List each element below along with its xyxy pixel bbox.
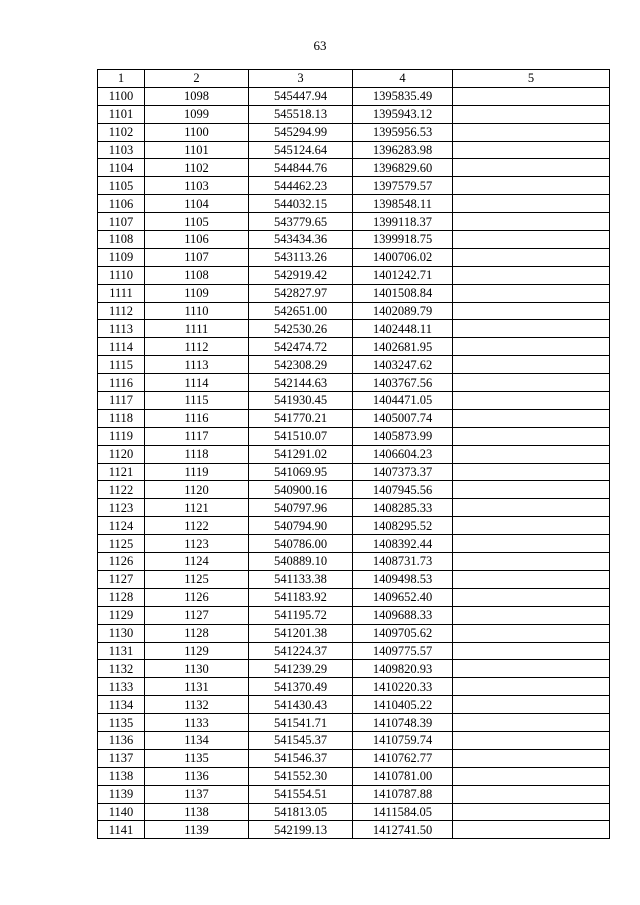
table-cell-col-5	[453, 302, 610, 320]
table-cell-col-5	[453, 642, 610, 660]
table-cell-col-2: 1100	[145, 123, 249, 141]
table-cell-col-5	[453, 588, 610, 606]
table-cell-col-3: 544462.23	[249, 177, 353, 195]
table-cell-col-4: 1409688.33	[353, 606, 453, 624]
table-cell-col-3: 540900.16	[249, 481, 353, 499]
table-cell-col-3: 541069.95	[249, 463, 353, 481]
table-cell-col-1: 1112	[98, 302, 145, 320]
table-cell-col-4: 1401508.84	[353, 284, 453, 302]
table-cell-col-4: 1407373.37	[353, 463, 453, 481]
table-cell-col-1: 1107	[98, 213, 145, 231]
table-cell-col-5	[453, 481, 610, 499]
table-cell-col-3: 543779.65	[249, 213, 353, 231]
table-cell-col-2: 1132	[145, 696, 249, 714]
table-row	[98, 749, 610, 767]
table-cell-col-4: 1395956.53	[353, 123, 453, 141]
table-body	[98, 87, 610, 838]
table-cell-col-4: 1404471.05	[353, 392, 453, 410]
table-cell-col-1: 1139	[98, 785, 145, 803]
table-cell-col-1: 1103	[98, 141, 145, 159]
table-cell-col-1: 1126	[98, 553, 145, 571]
table-row	[98, 266, 610, 284]
table-row	[98, 803, 610, 821]
table-cell-col-1: 1122	[98, 481, 145, 499]
table-row	[98, 409, 610, 427]
table-cell-col-5	[453, 731, 610, 749]
table-cell-col-2: 1116	[145, 409, 249, 427]
table-row	[98, 570, 610, 588]
table-cell-col-1: 1116	[98, 374, 145, 392]
table-cell-col-3: 541541.71	[249, 714, 353, 732]
table-cell-col-5	[453, 195, 610, 213]
table-cell-col-3: 541554.51	[249, 785, 353, 803]
table-cell-col-3: 541545.37	[249, 731, 353, 749]
table-cell-col-4: 1408731.73	[353, 553, 453, 571]
table-row	[98, 767, 610, 785]
table-cell-col-1: 1138	[98, 767, 145, 785]
table-cell-col-4: 1410405.22	[353, 696, 453, 714]
table-row	[98, 374, 610, 392]
column-header-1: 1	[98, 70, 145, 88]
table-cell-col-4: 1405873.99	[353, 427, 453, 445]
table-cell-col-4: 1402681.95	[353, 338, 453, 356]
table-row	[98, 731, 610, 749]
table-cell-col-1: 1108	[98, 231, 145, 249]
table-cell-col-4: 1398548.11	[353, 195, 453, 213]
table-cell-col-1: 1125	[98, 535, 145, 553]
table-cell-col-1: 1113	[98, 320, 145, 338]
table-cell-col-1: 1100	[98, 87, 145, 105]
table-cell-col-4: 1408392.44	[353, 535, 453, 553]
table-cell-col-4: 1400706.02	[353, 248, 453, 266]
table-cell-col-2: 1122	[145, 517, 249, 535]
table-cell-col-2: 1102	[145, 159, 249, 177]
table-cell-col-3: 540889.10	[249, 553, 353, 571]
table-cell-col-4: 1406604.23	[353, 445, 453, 463]
table-cell-col-4: 1412741.50	[353, 821, 453, 839]
table-cell-col-2: 1119	[145, 463, 249, 481]
table-cell-col-5	[453, 123, 610, 141]
table-cell-col-2: 1113	[145, 356, 249, 374]
table-cell-col-3: 541510.07	[249, 427, 353, 445]
table-cell-col-4: 1409820.93	[353, 660, 453, 678]
table-row	[98, 213, 610, 231]
table-cell-col-4: 1403767.56	[353, 374, 453, 392]
table-cell-col-2: 1112	[145, 338, 249, 356]
table-cell-col-4: 1395943.12	[353, 105, 453, 123]
table-cell-col-2: 1133	[145, 714, 249, 732]
table-cell-col-4: 1411584.05	[353, 803, 453, 821]
table-cell-col-5	[453, 463, 610, 481]
table-row	[98, 660, 610, 678]
table-cell-col-3: 542919.42	[249, 266, 353, 284]
table-cell-col-3: 541370.49	[249, 678, 353, 696]
table-cell-col-2: 1126	[145, 588, 249, 606]
table-cell-col-1: 1128	[98, 588, 145, 606]
table-row	[98, 231, 610, 249]
table-cell-col-4: 1408295.52	[353, 517, 453, 535]
table-cell-col-4: 1402089.79	[353, 302, 453, 320]
table-cell-col-1: 1111	[98, 284, 145, 302]
column-header-4: 4	[353, 70, 453, 88]
table-cell-col-2: 1101	[145, 141, 249, 159]
column-header-2: 2	[145, 70, 249, 88]
table-cell-col-2: 1123	[145, 535, 249, 553]
table-cell-col-5	[453, 535, 610, 553]
table-cell-col-5	[453, 141, 610, 159]
table-row	[98, 338, 610, 356]
table-cell-col-2: 1105	[145, 213, 249, 231]
table-cell-col-4: 1409775.57	[353, 642, 453, 660]
table-cell-col-3: 540786.00	[249, 535, 353, 553]
table-cell-col-3: 541546.37	[249, 749, 353, 767]
table-cell-col-2: 1106	[145, 231, 249, 249]
table-cell-col-3: 541930.45	[249, 392, 353, 410]
table-row	[98, 821, 610, 839]
table-row	[98, 141, 610, 159]
table-cell-col-1: 1114	[98, 338, 145, 356]
table-cell-col-3: 545518.13	[249, 105, 353, 123]
table-row	[98, 427, 610, 445]
table-cell-col-3: 544032.15	[249, 195, 353, 213]
table-cell-col-5	[453, 427, 610, 445]
table-row	[98, 678, 610, 696]
table-cell-col-2: 1135	[145, 749, 249, 767]
table-row	[98, 87, 610, 105]
table-row	[98, 642, 610, 660]
table-cell-col-3: 541195.72	[249, 606, 353, 624]
table-row	[98, 302, 610, 320]
table-row	[98, 714, 610, 732]
table-cell-col-3: 541133.38	[249, 570, 353, 588]
table-cell-col-4: 1410759.74	[353, 731, 453, 749]
table-cell-col-1: 1133	[98, 678, 145, 696]
coordinates-table	[97, 69, 610, 839]
table-cell-col-5	[453, 87, 610, 105]
table-cell-col-2: 1103	[145, 177, 249, 195]
table-cell-col-5	[453, 499, 610, 517]
table-cell-col-3: 541770.21	[249, 409, 353, 427]
table-cell-col-2: 1130	[145, 660, 249, 678]
table-row	[98, 195, 610, 213]
table-cell-col-3: 545447.94	[249, 87, 353, 105]
table-cell-col-2: 1129	[145, 642, 249, 660]
table-cell-col-3: 542651.00	[249, 302, 353, 320]
table-cell-col-5	[453, 356, 610, 374]
table-cell-col-3: 541813.05	[249, 803, 353, 821]
table-row	[98, 588, 610, 606]
table-cell-col-5	[453, 177, 610, 195]
table-row	[98, 785, 610, 803]
table-row	[98, 177, 610, 195]
table-cell-col-4: 1402448.11	[353, 320, 453, 338]
table-cell-col-4: 1409652.40	[353, 588, 453, 606]
table-cell-col-5	[453, 374, 610, 392]
table-cell-col-3: 543434.36	[249, 231, 353, 249]
table-cell-col-5	[453, 409, 610, 427]
table-cell-col-3: 543113.26	[249, 248, 353, 266]
table-cell-col-4: 1396829.60	[353, 159, 453, 177]
table-row	[98, 517, 610, 535]
table-cell-col-5	[453, 767, 610, 785]
table-row	[98, 284, 610, 302]
table-cell-col-3: 540794.90	[249, 517, 353, 535]
page-number: 63	[313, 38, 327, 53]
table-cell-col-5	[453, 803, 610, 821]
table-cell-col-1: 1127	[98, 570, 145, 588]
table-row	[98, 553, 610, 571]
table-cell-col-3: 542530.26	[249, 320, 353, 338]
table-cell-col-1: 1129	[98, 606, 145, 624]
table-cell-col-4: 1410781.00	[353, 767, 453, 785]
table-cell-col-5	[453, 624, 610, 642]
table-row	[98, 624, 610, 642]
table-cell-col-4: 1408285.33	[353, 499, 453, 517]
table-row	[98, 248, 610, 266]
table-cell-col-4: 1410787.88	[353, 785, 453, 803]
table-cell-col-5	[453, 570, 610, 588]
table-row	[98, 320, 610, 338]
table-cell-col-1: 1136	[98, 731, 145, 749]
table-cell-col-1: 1123	[98, 499, 145, 517]
column-header-5: 5	[453, 70, 610, 88]
table-cell-col-4: 1409705.62	[353, 624, 453, 642]
table-cell-col-1: 1117	[98, 392, 145, 410]
table-cell-col-5	[453, 517, 610, 535]
table-cell-col-2: 1128	[145, 624, 249, 642]
table-cell-col-4: 1399118.37	[353, 213, 453, 231]
table-cell-col-5	[453, 320, 610, 338]
table-cell-col-5	[453, 213, 610, 231]
table-cell-col-5	[453, 821, 610, 839]
table-cell-col-3: 545294.99	[249, 123, 353, 141]
table-cell-col-4: 1403247.62	[353, 356, 453, 374]
table-cell-col-3: 541291.02	[249, 445, 353, 463]
table-cell-col-5	[453, 785, 610, 803]
table-row	[98, 445, 610, 463]
table-cell-col-1: 1141	[98, 821, 145, 839]
table-cell-col-3: 541552.30	[249, 767, 353, 785]
table-cell-col-3: 541239.29	[249, 660, 353, 678]
table-cell-col-2: 1104	[145, 195, 249, 213]
table-row	[98, 356, 610, 374]
table-cell-col-3: 545124.64	[249, 141, 353, 159]
table-cell-col-1: 1110	[98, 266, 145, 284]
table-cell-col-1: 1120	[98, 445, 145, 463]
table-cell-col-1: 1115	[98, 356, 145, 374]
table-cell-col-2: 1114	[145, 374, 249, 392]
table-row	[98, 696, 610, 714]
table-cell-col-4: 1409498.53	[353, 570, 453, 588]
table-cell-col-3: 540797.96	[249, 499, 353, 517]
table-cell-col-1: 1105	[98, 177, 145, 195]
table-cell-col-2: 1117	[145, 427, 249, 445]
table-cell-col-3: 541183.92	[249, 588, 353, 606]
table-cell-col-2: 1139	[145, 821, 249, 839]
table-cell-col-5	[453, 284, 610, 302]
table-row	[98, 481, 610, 499]
table-cell-col-4: 1410762.77	[353, 749, 453, 767]
table-cell-col-2: 1118	[145, 445, 249, 463]
table-cell-col-2: 1110	[145, 302, 249, 320]
table-cell-col-5	[453, 159, 610, 177]
table-cell-col-3: 542308.29	[249, 356, 353, 374]
table-cell-col-1: 1140	[98, 803, 145, 821]
table-cell-col-2: 1138	[145, 803, 249, 821]
table-cell-col-5	[453, 392, 610, 410]
table-cell-col-2: 1115	[145, 392, 249, 410]
table-cell-col-4: 1395835.49	[353, 87, 453, 105]
table-cell-col-5	[453, 696, 610, 714]
table-cell-col-5	[453, 105, 610, 123]
table-row	[98, 499, 610, 517]
table-cell-col-2: 1127	[145, 606, 249, 624]
table-row	[98, 159, 610, 177]
table-cell-col-3: 542144.63	[249, 374, 353, 392]
table-cell-col-1: 1109	[98, 248, 145, 266]
table-cell-col-5	[453, 248, 610, 266]
table-cell-col-5	[453, 714, 610, 732]
table-cell-col-3: 542474.72	[249, 338, 353, 356]
table-cell-col-3: 541201.38	[249, 624, 353, 642]
table-cell-col-2: 1111	[145, 320, 249, 338]
table-cell-col-4: 1407945.56	[353, 481, 453, 499]
table-cell-col-5	[453, 678, 610, 696]
table-cell-col-1: 1102	[98, 123, 145, 141]
table-row	[98, 535, 610, 553]
column-header-3: 3	[249, 70, 353, 88]
table-cell-col-5	[453, 231, 610, 249]
table-row	[98, 105, 610, 123]
table-cell-col-3: 542827.97	[249, 284, 353, 302]
table-row	[98, 463, 610, 481]
table-cell-col-3: 541224.37	[249, 642, 353, 660]
table-cell-col-4: 1410748.39	[353, 714, 453, 732]
table-cell-col-1: 1119	[98, 427, 145, 445]
table-cell-col-1: 1134	[98, 696, 145, 714]
table-cell-col-2: 1125	[145, 570, 249, 588]
table-cell-col-4: 1410220.33	[353, 678, 453, 696]
table-cell-col-1: 1104	[98, 159, 145, 177]
table-row	[98, 392, 610, 410]
table-cell-col-2: 1107	[145, 248, 249, 266]
table-cell-col-1: 1135	[98, 714, 145, 732]
table-cell-col-4: 1397579.57	[353, 177, 453, 195]
table-cell-col-2: 1134	[145, 731, 249, 749]
table-cell-col-5	[453, 660, 610, 678]
table-cell-col-1: 1137	[98, 749, 145, 767]
table-cell-col-2: 1109	[145, 284, 249, 302]
table-cell-col-4: 1396283.98	[353, 141, 453, 159]
table-cell-col-2: 1136	[145, 767, 249, 785]
table-cell-col-1: 1106	[98, 195, 145, 213]
table-cell-col-1: 1101	[98, 105, 145, 123]
table-cell-col-3: 542199.13	[249, 821, 353, 839]
table-cell-col-2: 1098	[145, 87, 249, 105]
table-cell-col-5	[453, 553, 610, 571]
table-cell-col-5	[453, 749, 610, 767]
table-cell-col-1: 1130	[98, 624, 145, 642]
table-row	[98, 606, 610, 624]
table-cell-col-5	[453, 445, 610, 463]
table-cell-col-2: 1099	[145, 105, 249, 123]
table-cell-col-5	[453, 606, 610, 624]
table-cell-col-5	[453, 266, 610, 284]
header-row	[98, 70, 610, 88]
table-cell-col-4: 1405007.74	[353, 409, 453, 427]
table-cell-col-4: 1399918.75	[353, 231, 453, 249]
table-cell-col-3: 541430.43	[249, 696, 353, 714]
table-cell-col-2: 1120	[145, 481, 249, 499]
table-cell-col-1: 1118	[98, 409, 145, 427]
table-cell-col-1: 1131	[98, 642, 145, 660]
table-cell-col-2: 1121	[145, 499, 249, 517]
table-cell-col-5	[453, 338, 610, 356]
table-cell-col-2: 1137	[145, 785, 249, 803]
table-cell-col-2: 1131	[145, 678, 249, 696]
table-cell-col-4: 1401242.71	[353, 266, 453, 284]
table-row	[98, 123, 610, 141]
table-cell-col-1: 1121	[98, 463, 145, 481]
table-cell-col-3: 544844.76	[249, 159, 353, 177]
table-cell-col-2: 1124	[145, 553, 249, 571]
table-cell-col-1: 1132	[98, 660, 145, 678]
table-cell-col-1: 1124	[98, 517, 145, 535]
table-cell-col-2: 1108	[145, 266, 249, 284]
